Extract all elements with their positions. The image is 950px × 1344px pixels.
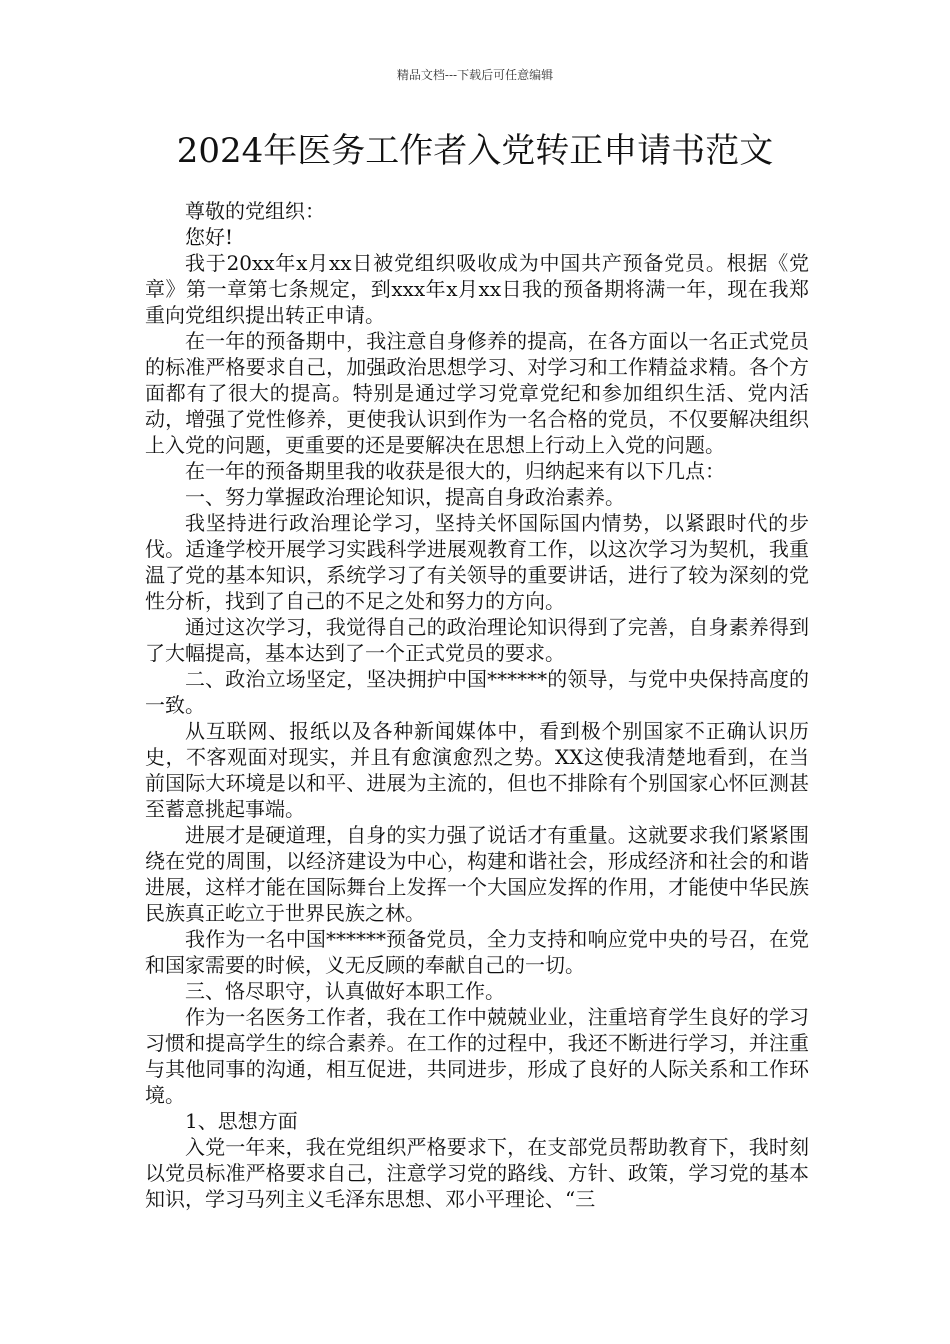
body-paragraph: 作为一名医务工作者，我在工作中兢兢业业，注重培育学生良好的学习习惯和提高学生的综合素养。在工作的过程中，我还不断进行学习，并注重与其他同事的沟通，相互促进，共同进步，形成了良好的人际关系和工作环境。 [145,1005,809,1107]
body-paragraph: 我于20xx年x月xx日被党组织吸收成为中国共产预备党员。根据《党章》第一章第七条规定，到xxx年x月xx日我的预备期将满一年，现在我郑重向党组织提出转正申请。 [145,251,809,327]
body-paragraph: 在一年的预备期里我的收获是很大的，归纳起来有以下几点： [185,459,725,483]
body-paragraph: 通过这次学习，我觉得自己的政治理论知识得到了完善，自身素养得到了大幅提高，基本达到了一个正式党员的要求。 [145,615,809,665]
salutation: 尊敬的党组织： [185,199,325,223]
section-heading: 二、政治立场坚定，坚决拥护中国******的领导，与党中央保持高度的一致。 [145,667,809,717]
greeting: 您好! [185,225,234,249]
body-paragraph: 在一年的预备期中，我注意自身修养的提高，在各方面以一名正式党员的标准严格要求自己，加强政治思想学习、对学习和工作精益求精。各个方面都有了很大的提高。特别是通过学习党章党纪和参加组织生活、党内活动，增强了党性修养，更使我认识到作为一名合格的党员，不仅要解决组织上入党的问题，更重要的还是要解决在思想上行动上入党的问题。 [145,329,809,457]
body-paragraph: 我作为一名中国******预备党员，全力支持和响应党中央的号召，在党和国家需要的时候，义无反顾的奉献自己的一切。 [145,927,809,977]
section-heading: 一、努力掌握政治理论知识，提高自身政治素养。 [185,485,625,509]
section-heading: 三、恪尽职守，认真做好本职工作。 [185,979,505,1003]
document-body [145,198,809,1212]
body-paragraph: 入党一年来，我在党组织严格要求下，在支部党员帮助教育下，我时刻以党员标准严格要求自己，注意学习党的路线、方针、政策，学习党的基本知识，学习马列主义毛泽东思想、邓小平理论、“三 [145,1135,809,1211]
body-paragraph: 进展才是硬道理，自身的实力强了说话才有重量。这就要求我们紧紧围绕在党的周围，以经济建设为中心，构建和谐社会，形成经济和社会的和谐进展，这样才能在国际舞台上发挥一个大国应发挥的作用，才能使中华民族民族真正屹立于世界民族之林。 [145,823,809,925]
document-title: 2024年医务工作者入党转正申请书范文 [176,131,774,171]
subsection-heading: 1、思想方面 [185,1109,298,1133]
header-note: 精品文档---下载后可任意编辑 [396,68,554,82]
body-paragraph: 我坚持进行政治理论学习，坚持关怀国际国内情势，以紧跟时代的步伐。适逢学校开展学习实践科学进展观教育工作，以这次学习为契机，我重温了党的基本知识，系统学习了有关领导的重要讲话，进行了较为深刻的党性分析，找到了自己的不足之处和努力的方向。 [145,511,809,613]
body-paragraph: 从互联网、报纸以及各种新闻媒体中，看到极个别国家不正确认识历史，不客观面对现实，并且有愈演愈烈之势。XX这使我清楚地看到，在当前国际大环境是以和平、进展为主流的，但也不排除有个别国家心怀叵测甚至蓄意挑起事端。 [145,719,809,821]
